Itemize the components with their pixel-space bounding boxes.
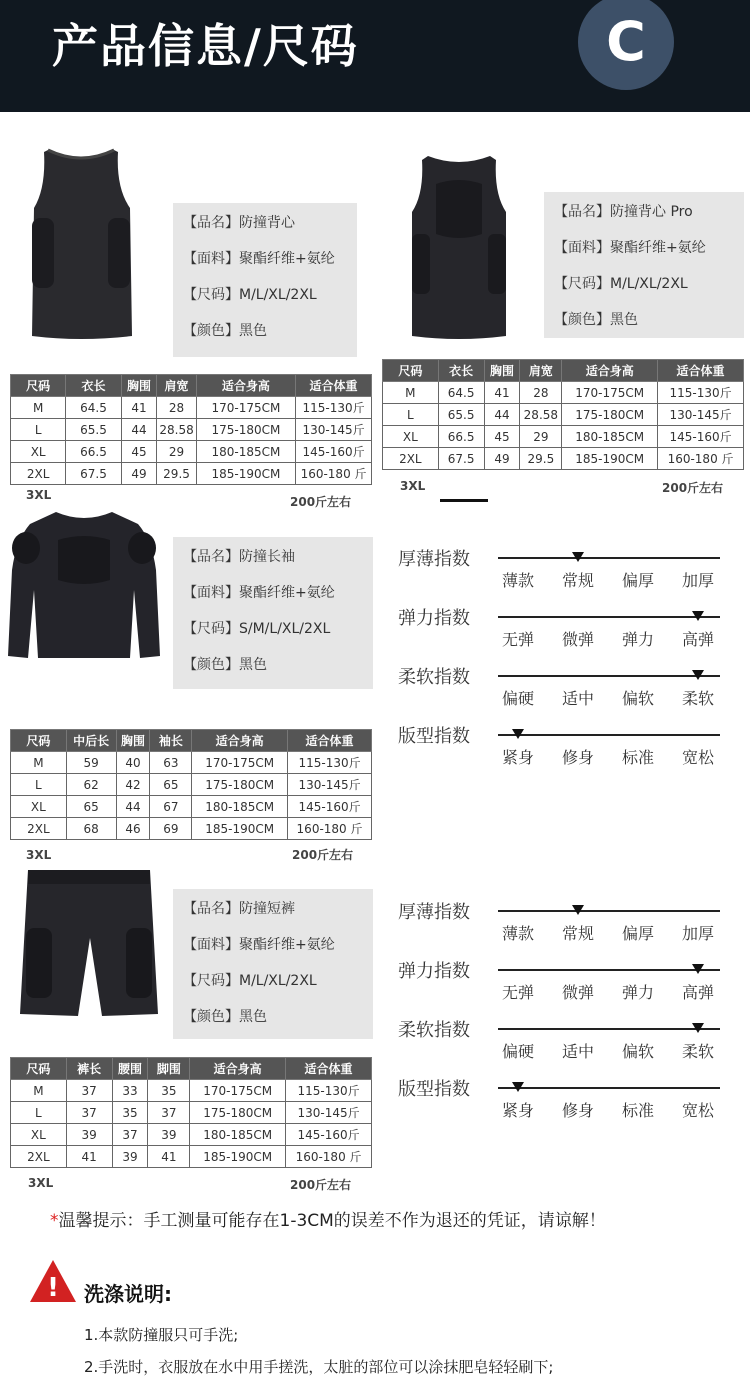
table-row — [11, 1080, 372, 1102]
table-cell: M — [383, 382, 439, 404]
info-color: 【颜色】黑色 — [183, 323, 267, 339]
table-cell: 130-145斤 — [658, 404, 744, 426]
measurement-tip — [50, 1206, 606, 1231]
table-cell: 67 — [150, 796, 192, 818]
tip-text: 温馨提示：手工测量可能存在1-3CM的误差不作为退还的凭证，请谅解！ — [58, 1211, 606, 1231]
table-cell: 39 — [148, 1124, 190, 1146]
column-header: 胸围 — [484, 360, 520, 382]
index-option: 加厚 — [681, 571, 714, 590]
index-label: 弹力指数 — [398, 608, 470, 629]
column-header: 中后长 — [66, 730, 116, 752]
table-row — [11, 1102, 372, 1124]
table-cell: XL — [11, 1124, 67, 1146]
info-fabric: 【面料】聚酯纤维+氨纶 — [554, 240, 706, 256]
index-marker-icon — [692, 611, 704, 621]
table-cell: 115-130斤 — [286, 1080, 372, 1102]
extra-size-weight: 200斤左右 — [292, 848, 354, 862]
index-marker-icon — [512, 1082, 524, 1092]
table-cell: 49 — [484, 448, 520, 470]
table-row — [11, 463, 372, 485]
table-cell: 145-160斤 — [288, 796, 372, 818]
index-marker-icon — [512, 729, 524, 739]
table-cell: 115-130斤 — [296, 397, 372, 419]
index-marker-icon — [692, 670, 704, 680]
column-header: 尺码 — [11, 375, 66, 397]
index-option: 紧身 — [501, 748, 534, 767]
table-cell: 69 — [150, 818, 192, 840]
table-cell: 29 — [157, 441, 196, 463]
product-info-shorts — [173, 889, 373, 1039]
column-header: 适合体重 — [286, 1058, 372, 1080]
table-cell: 28 — [520, 382, 562, 404]
index-option: 偏硬 — [501, 689, 534, 708]
info-size: 【尺码】M/L/XL/2XL — [554, 276, 688, 292]
size-table-vest-pro — [382, 359, 744, 470]
index-option: 加厚 — [681, 924, 714, 943]
table-cell: 37 — [112, 1124, 148, 1146]
table-cell: 145-160斤 — [286, 1124, 372, 1146]
table-cell: 35 — [148, 1080, 190, 1102]
table-cell: M — [11, 1080, 67, 1102]
extra-size-label: 3XL — [26, 848, 52, 862]
extra-size-weight: 200斤左右 — [662, 481, 724, 495]
column-header: 适合身高 — [190, 1058, 286, 1080]
column-header: 适合体重 — [288, 730, 372, 752]
index-label: 柔软指数 — [398, 667, 470, 688]
index-option: 微弹 — [561, 630, 594, 649]
extra-size-label: 3XL — [28, 1176, 54, 1190]
table-cell: 64.5 — [438, 382, 484, 404]
table-cell: 41 — [66, 1146, 112, 1168]
table-cell: 130-145斤 — [286, 1102, 372, 1124]
index-option: 高弹 — [681, 983, 714, 1002]
product-info-long-sleeve — [173, 537, 373, 689]
table-cell: 62 — [66, 774, 116, 796]
table-cell: 175-180CM — [562, 404, 658, 426]
divider-line — [440, 499, 488, 502]
table-row — [11, 774, 372, 796]
header-banner — [0, 0, 750, 112]
index-scale-line — [498, 910, 720, 912]
table-cell: 33 — [112, 1080, 148, 1102]
table-cell: 67.5 — [66, 463, 121, 485]
table-cell: 130-145斤 — [296, 419, 372, 441]
table-cell: L — [11, 419, 66, 441]
table-cell: 37 — [148, 1102, 190, 1124]
table-cell: 68 — [66, 818, 116, 840]
table-cell: 44 — [484, 404, 520, 426]
table-cell: 49 — [121, 463, 157, 485]
column-header: 肩宽 — [520, 360, 562, 382]
table-cell: 66.5 — [438, 426, 484, 448]
vest-pro-image — [408, 154, 510, 340]
index-option: 偏软 — [621, 689, 654, 708]
table-cell: 65 — [150, 774, 192, 796]
table-cell: 44 — [116, 796, 150, 818]
info-name: 【品名】防撞长袖 — [183, 549, 295, 565]
section-badge: C — [578, 0, 674, 90]
column-header: 适合体重 — [296, 375, 372, 397]
index-marker-icon — [572, 905, 584, 915]
table-cell: 175-180CM — [196, 419, 295, 441]
extra-size-weight: 200斤左右 — [290, 1178, 352, 1192]
index-scale-line — [498, 1087, 720, 1089]
table-cell: 37 — [66, 1080, 112, 1102]
size-table-vest — [10, 374, 372, 485]
long-sleeve-image — [6, 510, 162, 662]
warning-icon — [28, 1258, 78, 1304]
table-row — [11, 419, 372, 441]
table-cell: 63 — [150, 752, 192, 774]
table-cell: 175-180CM — [192, 774, 288, 796]
index-option: 标准 — [621, 1101, 654, 1120]
info-size: 【尺码】M/L/XL/2XL — [183, 973, 317, 989]
table-cell: 45 — [121, 441, 157, 463]
table-row — [11, 397, 372, 419]
table-cell: 66.5 — [66, 441, 121, 463]
table-cell: 28 — [157, 397, 196, 419]
index-option: 偏软 — [621, 1042, 654, 1061]
info-color: 【颜色】黑色 — [183, 657, 267, 673]
table-cell: 39 — [66, 1124, 112, 1146]
extra-size-weight: 200斤左右 — [290, 495, 352, 509]
table-cell: 28.58 — [520, 404, 562, 426]
table-cell: L — [383, 404, 439, 426]
table-cell: 2XL — [11, 818, 67, 840]
table-cell: 39 — [112, 1146, 148, 1168]
index-option: 柔软 — [681, 689, 714, 708]
table-header-row — [11, 730, 372, 752]
info-size: 【尺码】S/M/L/XL/2XL — [183, 621, 331, 637]
column-header: 脚围 — [148, 1058, 190, 1080]
page-title: 产品信息/尺码 — [52, 19, 359, 73]
info-fabric: 【面料】聚酯纤维+氨纶 — [183, 937, 335, 953]
index-label: 版型指数 — [398, 1079, 470, 1100]
table-cell: 67.5 — [438, 448, 484, 470]
column-header: 适合身高 — [196, 375, 295, 397]
index-option: 标准 — [621, 748, 654, 767]
table-cell: 170-175CM — [192, 752, 288, 774]
table-row — [11, 1146, 372, 1168]
table-cell: L — [11, 774, 67, 796]
column-header: 裤长 — [66, 1058, 112, 1080]
column-header: 适合体重 — [658, 360, 744, 382]
size-table-shorts — [10, 1057, 372, 1168]
index-option: 常规 — [561, 571, 594, 590]
index-option: 紧身 — [501, 1101, 534, 1120]
wash-step: 2.手洗时，衣服放在水中用手搓洗，太脏的部位可以涂抹肥皂轻轻刷下; — [84, 1358, 554, 1376]
extra-size-label: 3XL — [400, 479, 426, 493]
table-row — [11, 818, 372, 840]
index-marker-icon — [692, 964, 704, 974]
table-cell: 170-175CM — [562, 382, 658, 404]
table-cell: 45 — [484, 426, 520, 448]
table-header-row — [11, 375, 372, 397]
table-cell: 37 — [66, 1102, 112, 1124]
index-label: 厚薄指数 — [398, 902, 470, 923]
table-row — [383, 448, 744, 470]
column-header: 尺码 — [383, 360, 439, 382]
table-cell: 185-190CM — [562, 448, 658, 470]
table-row — [383, 404, 744, 426]
index-label: 弹力指数 — [398, 961, 470, 982]
column-header: 适合身高 — [192, 730, 288, 752]
extra-size-label: 3XL — [26, 488, 52, 502]
index-option: 薄款 — [501, 924, 534, 943]
table-cell: 40 — [116, 752, 150, 774]
index-label: 版型指数 — [398, 726, 470, 747]
table-row — [383, 426, 744, 448]
column-header: 衣长 — [438, 360, 484, 382]
table-cell: 29 — [520, 426, 562, 448]
index-option: 高弹 — [681, 630, 714, 649]
column-header: 衣长 — [66, 375, 121, 397]
index-option: 常规 — [561, 924, 594, 943]
table-cell: 180-185CM — [196, 441, 295, 463]
column-header: 适合身高 — [562, 360, 658, 382]
info-fabric: 【面料】聚酯纤维+氨纶 — [183, 585, 335, 601]
info-name: 【品名】防撞背心 — [183, 215, 295, 231]
table-cell: 2XL — [11, 463, 66, 485]
column-header: 腰围 — [112, 1058, 148, 1080]
table-cell: 46 — [116, 818, 150, 840]
info-color: 【颜色】黑色 — [183, 1009, 267, 1025]
index-option: 宽松 — [681, 1101, 714, 1120]
table-cell: 160-180 斤 — [296, 463, 372, 485]
table-cell: 180-185CM — [190, 1124, 286, 1146]
column-header: 袖长 — [150, 730, 192, 752]
table-cell: 2XL — [11, 1146, 67, 1168]
table-cell: XL — [11, 796, 67, 818]
index-scale-line — [498, 1028, 720, 1030]
index-option: 偏厚 — [621, 924, 654, 943]
index-label: 柔软指数 — [398, 1020, 470, 1041]
table-cell: 28.58 — [157, 419, 196, 441]
product-info-vest — [173, 203, 357, 357]
table-cell: M — [11, 397, 66, 419]
index-option: 无弹 — [501, 983, 534, 1002]
index-scale-line — [498, 675, 720, 677]
index-option: 偏硬 — [501, 1042, 534, 1061]
table-header-row — [11, 1058, 372, 1080]
table-cell: 160-180 斤 — [286, 1146, 372, 1168]
table-cell: 65.5 — [438, 404, 484, 426]
index-label: 厚薄指数 — [398, 549, 470, 570]
index-option: 宽松 — [681, 748, 714, 767]
index-option: 弹力 — [621, 983, 654, 1002]
index-scale-line — [498, 557, 720, 559]
table-cell: 180-185CM — [192, 796, 288, 818]
table-cell: 41 — [121, 397, 157, 419]
table-cell: 175-180CM — [190, 1102, 286, 1124]
index-option: 微弹 — [561, 983, 594, 1002]
tip-star: * — [50, 1211, 59, 1231]
table-cell: 170-175CM — [190, 1080, 286, 1102]
wash-title: 洗涤说明: — [84, 1282, 172, 1306]
index-scale-line — [498, 734, 720, 736]
index-marker-icon — [692, 1023, 704, 1033]
table-cell: 29.5 — [157, 463, 196, 485]
warning-glyph: ! — [47, 1273, 59, 1303]
product-info-vest-pro — [544, 192, 744, 338]
index-scale-line — [498, 616, 720, 618]
wash-step: 1.本款防撞服只可手洗; — [84, 1326, 239, 1344]
table-cell: M — [11, 752, 67, 774]
table-cell: 42 — [116, 774, 150, 796]
table-row — [383, 382, 744, 404]
info-color: 【颜色】黑色 — [554, 312, 638, 328]
table-cell: 115-130斤 — [288, 752, 372, 774]
table-cell: 44 — [121, 419, 157, 441]
info-fabric: 【面料】聚酯纤维+氨纶 — [183, 251, 335, 267]
index-option: 适中 — [561, 689, 594, 708]
table-cell: L — [11, 1102, 67, 1124]
table-header-row — [383, 360, 744, 382]
table-cell: 185-190CM — [190, 1146, 286, 1168]
shorts-image — [18, 868, 160, 1018]
table-cell: 185-190CM — [196, 463, 295, 485]
table-cell: 145-160斤 — [296, 441, 372, 463]
table-cell: 29.5 — [520, 448, 562, 470]
info-size: 【尺码】M/L/XL/2XL — [183, 287, 317, 303]
column-header: 胸围 — [116, 730, 150, 752]
table-row — [11, 1124, 372, 1146]
table-cell: 160-180 斤 — [658, 448, 744, 470]
index-option: 弹力 — [621, 630, 654, 649]
table-cell: 160-180 斤 — [288, 818, 372, 840]
column-header: 尺码 — [11, 1058, 67, 1080]
table-cell: XL — [11, 441, 66, 463]
column-header: 肩宽 — [157, 375, 196, 397]
index-option: 修身 — [561, 748, 594, 767]
table-cell: 185-190CM — [192, 818, 288, 840]
table-row — [11, 441, 372, 463]
index-option: 无弹 — [501, 630, 534, 649]
info-name: 【品名】防撞短裤 — [183, 901, 295, 917]
table-cell: 115-130斤 — [658, 382, 744, 404]
index-marker-icon — [572, 552, 584, 562]
table-cell: 170-175CM — [196, 397, 295, 419]
table-cell: 35 — [112, 1102, 148, 1124]
index-option: 薄款 — [501, 571, 534, 590]
index-scale-line — [498, 969, 720, 971]
table-cell: 41 — [484, 382, 520, 404]
column-header: 胸围 — [121, 375, 157, 397]
index-option: 偏厚 — [621, 571, 654, 590]
table-cell: 64.5 — [66, 397, 121, 419]
index-option: 修身 — [561, 1101, 594, 1120]
table-cell: 41 — [148, 1146, 190, 1168]
table-cell: 180-185CM — [562, 426, 658, 448]
column-header: 尺码 — [11, 730, 67, 752]
index-option: 适中 — [561, 1042, 594, 1061]
index-option: 柔软 — [681, 1042, 714, 1061]
table-cell: 65 — [66, 796, 116, 818]
table-cell: XL — [383, 426, 439, 448]
table-cell: 2XL — [383, 448, 439, 470]
vest-image — [26, 148, 136, 340]
info-name: 【品名】防撞背心 Pro — [554, 204, 693, 220]
table-cell: 65.5 — [66, 419, 121, 441]
table-row — [11, 752, 372, 774]
table-row — [11, 796, 372, 818]
table-cell: 145-160斤 — [658, 426, 744, 448]
table-cell: 59 — [66, 752, 116, 774]
table-cell: 130-145斤 — [288, 774, 372, 796]
size-table-long-sleeve — [10, 729, 372, 840]
